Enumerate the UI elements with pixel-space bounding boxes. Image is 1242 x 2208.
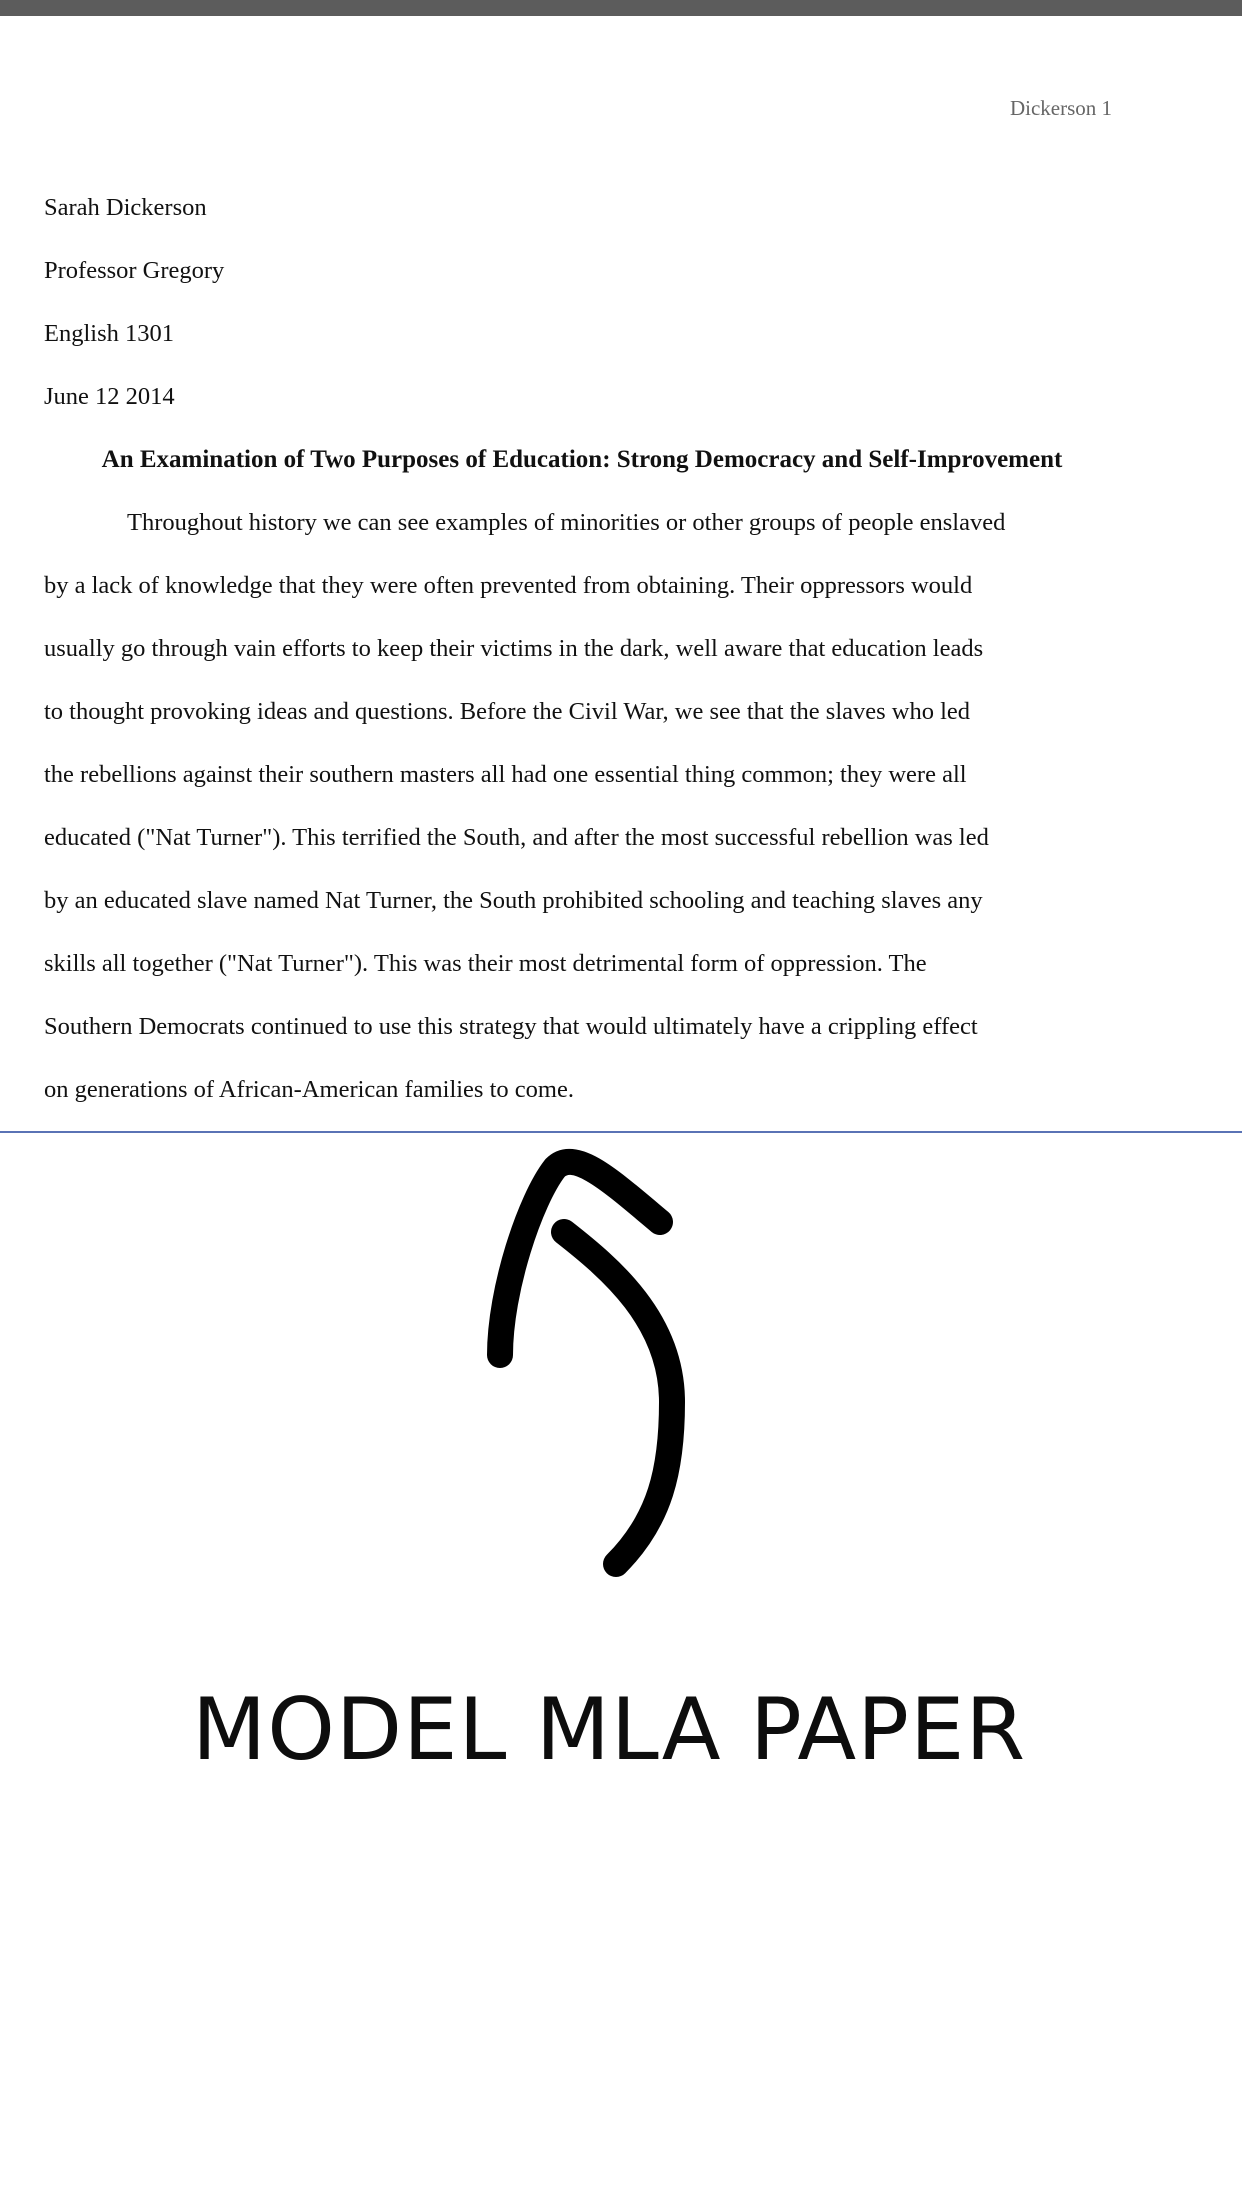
paragraph-line: educated ("Nat Turner"). This terrified the South, and after the most successful rebellion was led: [44, 824, 989, 851]
course-name: English 1301: [44, 320, 174, 347]
hand-drawn-up-arrow-icon: [460, 1140, 720, 1600]
paragraph-line: Throughout history we can see examples of minorities or other groups of people enslaved: [127, 509, 1006, 536]
top-status-bar: [0, 0, 1242, 16]
page-cut-divider: [0, 1131, 1242, 1133]
professor-name: Professor Gregory: [44, 257, 225, 284]
paper-date: June 12 2014: [44, 383, 175, 410]
paragraph-line: by an educated slave named Nat Turner, the South prohibited schooling and teaching slaves any: [44, 887, 983, 914]
paragraph-line: usually go through vain efforts to keep their victims in the dark, well aware that education leads: [44, 635, 984, 662]
paragraph-line: the rebellions against their southern masters all had one essential thing common; they were all: [44, 761, 967, 788]
running-head: Dickerson 1: [1009, 96, 1112, 120]
caption-label: MODEL MLA PAPER: [192, 1680, 1027, 1780]
author-name: Sarah Dickerson: [44, 194, 207, 221]
paragraph-line: by a lack of knowledge that they were often prevented from obtaining. Their oppressors would: [44, 572, 973, 599]
paragraph-line: to thought provoking ideas and questions. Before the Civil War, we see that the slaves who led: [44, 698, 971, 725]
body-paragraph: [44, 491, 1112, 1121]
paragraph-line: Southern Democrats continued to use this strategy that would ultimately have a crippling effect: [44, 1013, 978, 1040]
paper-title: An Examination of Two Purposes of Education: Strong Democracy and Self-Improvement: [101, 446, 1063, 473]
paragraph-line: skills all together ("Nat Turner"). This was their most detrimental form of oppression. The: [44, 950, 927, 977]
document-page: [0, 16, 1242, 1132]
paper-body: [44, 176, 1112, 1121]
paragraph-line: on generations of African-American families to come.: [44, 1076, 574, 1103]
